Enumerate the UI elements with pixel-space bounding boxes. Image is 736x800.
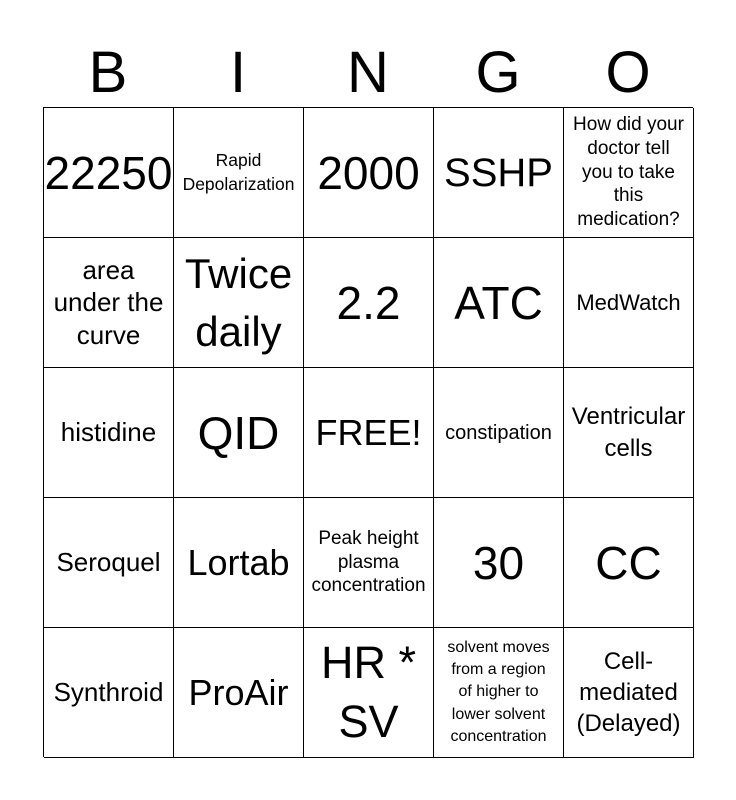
cell-text: Seroquel: [56, 547, 161, 578]
cell-text: SSHP: [444, 150, 553, 195]
bingo-cell[interactable]: [174, 238, 304, 368]
bingo-cell[interactable]: [564, 108, 694, 238]
bingo-cell[interactable]: [44, 498, 174, 628]
header-letter-i: I: [229, 40, 247, 105]
cell-text: Ventricular cells: [571, 403, 686, 462]
cell-text: MedWatch: [576, 289, 681, 315]
header-letter-g: G: [475, 40, 521, 105]
cell-text: HR * SV: [320, 637, 416, 747]
bingo-cell[interactable]: [304, 498, 434, 628]
bingo-cell[interactable]: [44, 238, 174, 368]
cell-text: Cell- mediated (Delayed): [576, 647, 681, 738]
cell-text: Peak height plasma concentration: [311, 527, 426, 597]
bingo-cell[interactable]: [44, 108, 174, 238]
free-space-cell[interactable]: [304, 368, 434, 498]
bingo-cell[interactable]: [564, 368, 694, 498]
bingo-cell[interactable]: [174, 498, 304, 628]
bingo-cell[interactable]: [174, 108, 304, 238]
cell-text: constipation: [445, 421, 552, 444]
cell-text: ProAir: [188, 671, 289, 713]
cell-text: 2000: [317, 146, 420, 199]
bingo-cell[interactable]: [174, 628, 304, 758]
cell-text: CC: [595, 536, 662, 589]
cell-text: histidine: [60, 417, 157, 448]
bingo-cell[interactable]: [434, 238, 564, 368]
cell-text: QID: [197, 406, 280, 459]
header-letter-b: B: [88, 40, 128, 105]
bingo-cell[interactable]: [304, 238, 434, 368]
bingo-cell[interactable]: [434, 368, 564, 498]
cell-text: Twice daily: [184, 249, 293, 355]
cell-text: solvent moves from a region of higher to lower solvent concentration: [447, 638, 550, 746]
cell-text: 22250: [44, 146, 173, 199]
cell-text: Synthroid: [53, 677, 164, 708]
header-letter-o: O: [605, 40, 651, 105]
bingo-board: [43, 107, 693, 757]
cell-text: area under the curve: [53, 254, 164, 350]
free-space-text: FREE!: [315, 411, 422, 453]
bingo-cell[interactable]: [304, 628, 434, 758]
bingo-cell[interactable]: [44, 368, 174, 498]
bingo-cell[interactable]: [434, 498, 564, 628]
cell-text: 30: [472, 536, 525, 589]
cell-text: Rapid Depolarization: [182, 149, 295, 194]
bingo-cell[interactable]: [174, 368, 304, 498]
cell-text: ATC: [454, 276, 543, 329]
cell-text: 2.2: [336, 276, 401, 329]
bingo-cell[interactable]: [44, 628, 174, 758]
bingo-cell[interactable]: [564, 628, 694, 758]
bingo-header: [43, 40, 693, 106]
bingo-cell[interactable]: [434, 628, 564, 758]
cell-text: How did your doctor tell you to take this medication?: [573, 114, 684, 231]
cell-text: Lortab: [187, 541, 290, 583]
header-letter-n: N: [347, 40, 389, 105]
bingo-cell[interactable]: [564, 238, 694, 368]
bingo-cell[interactable]: [304, 108, 434, 238]
bingo-cell[interactable]: [434, 108, 564, 238]
bingo-cell[interactable]: [564, 498, 694, 628]
